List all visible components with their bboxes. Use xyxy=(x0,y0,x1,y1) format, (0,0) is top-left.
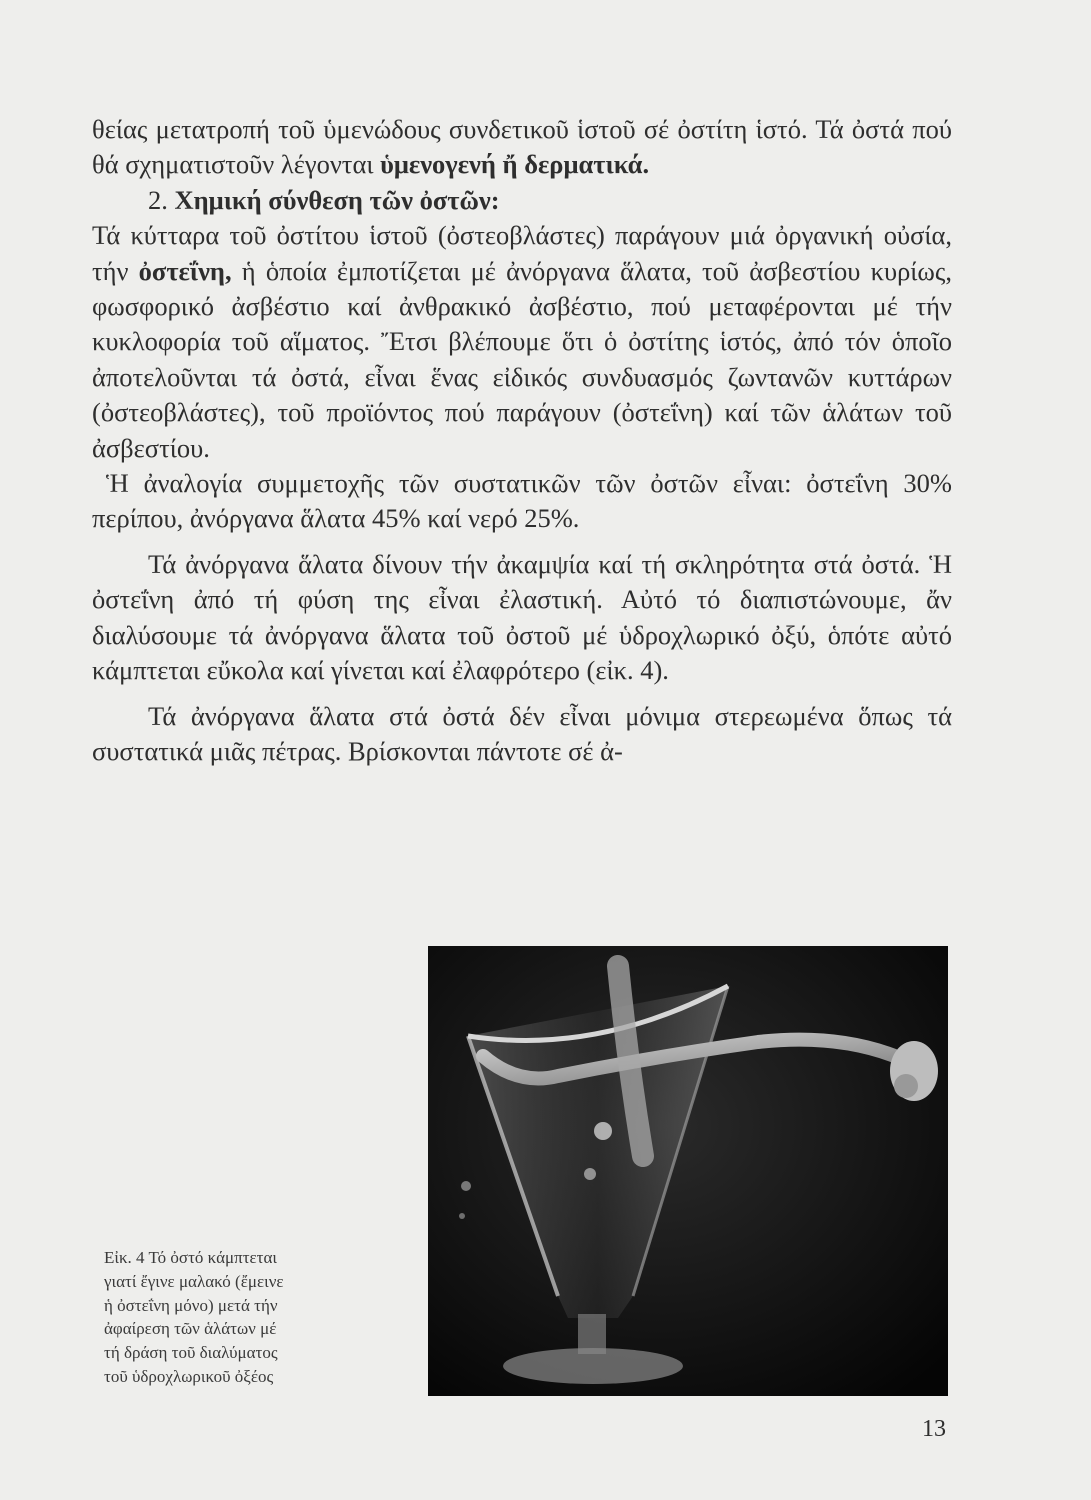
caption-line: τή δράση τοῦ διαλύματος xyxy=(104,1343,278,1363)
paragraph-4: Τά ἀνόργανα ἅλατα δίνουν τήν ἀκαμψία καί τή σκληρότητα στά ὀστά. Ἡ ὀστεΐνη ἀπό τή φύση της εἶναι ἐλαστική. Αὐτό τό διαπιστώνουμε, ἄν διαλύσουμε τά ἀνόργανα ἅλατα τοῦ ὀστοῦ μέ ὑδροχλωρικό ὀξύ, ὁπότε αὐτό κάμπτεται εὔκολα καί γίνεται καί ἐλαφρότερο (εἰκ. 4). xyxy=(92,548,952,686)
caption-line: τοῦ ὑδροχλωρικοῦ ὀξέος xyxy=(104,1366,274,1386)
page-number: 13 xyxy=(922,1416,946,1442)
caption-line: ἡ ὀστεΐνη μόνο) μετά τήν xyxy=(104,1295,278,1315)
paragraph-1-text: θείας μετατροπή τοῦ ὑμενώδους συνδετικοῦ ἱστοῦ σέ ὀστίτη ἱστό. Τά ὀστά πού θά σχηματιστοῦν λέγονται xyxy=(92,114,952,180)
paragraph-1 xyxy=(92,112,952,183)
paragraph-5: Τά ἀνόργανα ἅλατα στά ὀστά δέν εἶναι μόνιμα στερεωμένα ὅπως τά συστατικά μιᾶς πέτρας. Βρίσκονται πάντοτε σέ ἀ- xyxy=(92,700,952,766)
caption-line: Εἰκ. 4 Τό ὀστό κάμπτεται xyxy=(104,1248,277,1267)
bold-term-membranous: ὑμενογενή ἤ δερματικά. xyxy=(380,149,650,180)
section-number: 2. xyxy=(148,184,175,215)
paragraph-2-start: Τά κύτταρα τοῦ ὀστίτου ἱστοῦ (ὀστεοβλάστες) παράγουν μιά ὀργανική οὐσία, τήν xyxy=(92,220,952,286)
body-text xyxy=(92,112,952,769)
paragraph-2 xyxy=(92,218,952,466)
paragraph-2-end: ἡ ὁποία ἐμποτίζεται μέ ἀνόργανα ἅλατα, τοῦ ἀσβεστίου κυρίως, φωσφορικό ἀσβέστιο καί ἀνθρακικό ἀσβέστιο, πού μεταφέρονται μέ τήν κυκλοφορία τοῦ αἵματος. Ἔτσι βλέπουμε ὅτι ὁ ὀστίτης ἱστός, ἀπό τόν ὁποῖο ἀποτελοῦνται τά ὀστά, εἶναι ἕνας εἰδικός συνδυασμός ζωντανῶν κυττάρων (ὀστεοβλάστες), τοῦ προϊόντος πού παράγουν (ὀστεΐνη) καί τῶν ἁλάτων τοῦ ἀσβεστίου. xyxy=(92,255,952,463)
section-heading xyxy=(92,183,952,218)
figure-caption xyxy=(104,1246,392,1389)
paragraph-3: Ἡ ἀναλογία συμμετοχῆς τῶν συστατικῶν τῶν ὀστῶν εἶναι: ὀστεΐνη 30% περίπου, ἀνόργανα ἅλατα 45% καί νερό 25%. xyxy=(92,468,952,534)
caption-line: ἀφαίρεση τῶν ἁλάτων μέ xyxy=(104,1319,277,1339)
section-title: Χημική σύνθεση τῶν ὀστῶν: xyxy=(174,184,500,215)
bold-term-ossein: ὀστεΐνη, xyxy=(138,255,232,286)
bent-bone-in-glass-image xyxy=(428,946,948,1396)
figure-photo xyxy=(428,946,948,1396)
caption-line: γιατί ἔγινε μαλακό (ἔμεινε xyxy=(104,1271,284,1291)
